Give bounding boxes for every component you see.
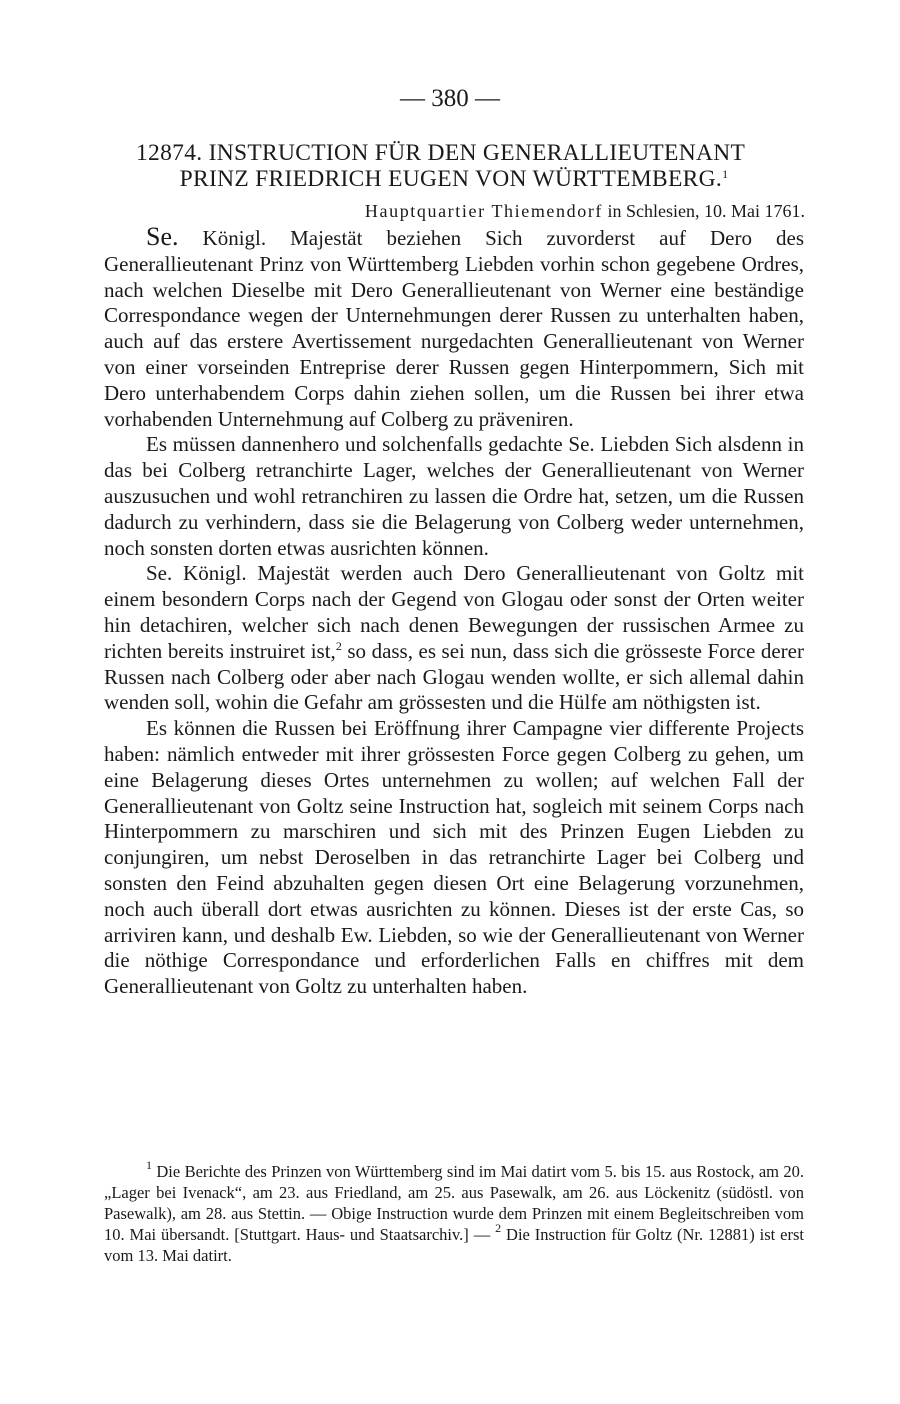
paragraph-text: Se. Königl. Majestät werden auch Dero Generallieutenant von Goltz mit einem besondern Corps nach der Gegend von Glogau oder sonst der Orten weiter hin detachiren, welcher sich nach denen Bewegungen der russischen Armee zu richten bereits instruiret ist, (104, 561, 804, 663)
dateline-rest: in Schlesien, 10. Mai 1761. (603, 201, 805, 221)
paragraph-2: Es müssen dannenhero und solchenfalls gedachte Se. Liebden Sich alsdenn in das bei Colberg retranchirte Lager, welches der Generallieutenant von Werner auszusuchen und wohl retranchiren zu lassen die Ordre hat, setzen, um die Russen dadurch zu verhindern, dass sie die Belagerung von Colberg weder unternehmen, noch sonsten dorten etwas ausrichten können. (104, 432, 804, 560)
footnote-mark-2: 2 (335, 638, 342, 653)
title-line-2 (104, 166, 804, 192)
footnote-block (104, 1158, 804, 1266)
footnote-mark-2: 2 (495, 1221, 502, 1235)
title-text-2: PRINZ FRIEDRICH EUGEN VON WÜRTTEMBERG. (179, 166, 723, 192)
title-footnote-mark: 1 (722, 167, 729, 181)
paragraph-lead-word: Se. (146, 222, 179, 251)
paragraph-3 (104, 561, 804, 716)
footnote-1-text: Die Berichte des Prinzen von Württemberg sind im Mai datirt vom 5. bis 15. aus Rostock, am 20. „Lager bei Ivenack“, am 23. aus Friedland, am 25. aus Pasewalk, am 26. aus Löckenitz (südöstl. von Pasewalk), am 28. aus Stettin. — Obige Instruction wurde dem Prinzen mit einem Begleitschreiben vom 10. Mai übersandt. [Stuttgart. Haus- und Staatsarchiv.] — (104, 1162, 804, 1244)
title-text-1: INSTRUCTION FÜR DEN GENERALLIEUTENANT (208, 140, 746, 166)
dateline (365, 199, 805, 223)
footnote-mark-1: 1 (146, 1158, 152, 1172)
paragraph-4: Es können die Russen bei Eröffnung ihrer Campagne vier differente Projects haben: nämlich entweder mit ihrer grössesten Force gegen Colberg zu gehen, um eine Belagerung dieses Ortes unternehmen zu wollen; auf welchen Fall der Generallieutenant von Goltz seine Instruction hat, sogleich mit seinem Corps nach Hinterpommern zu marschiren und sich mit des Prinzen Eugen Liebden zu conjungiren, um nebst Deroselben in das retranchirte Lager bei Colberg und sonsten den Feind abzuhalten gegen diesen Ort eine Belagerung vorzunehmen, noch auch überall dort etwas ausrichten zu können. Dieses ist der erste Cas, so arriviren kann, und deshalb Ew. Liebden, so wie der Generallieutenant von Werner die nöthige Correspondance und erforderlichen Falls en chiffres mit dem Generallieutenant von Goltz zu unterhalten haben. (104, 716, 804, 999)
paragraph-text: Königl. Majestät beziehen Sich zuvorderst auf Dero des Generallieutenant Prinz von Württemberg Liebden vorhin schon gegebene Ordres, nach welchen Dieselbe mit Dero Generallieutenant von Werner eine beständige Correspondance wegen der Unternehmungen derer Russen zu unterhalten haben, auch auf das erstere Avertissement nurgedachten Generallieutenant von Werner von einer vorseinden Entreprise derer Russen gegen Hinterpommern, Sich mit Dero unterhabendem Corps dahin ziehen sollen, um die Russen bei ihrer etwa vorhabenden Unternehmung auf Colberg zu präveniren. (104, 226, 804, 431)
document-number: 12874. (136, 140, 203, 166)
dateline-place: Hauptquartier Thiemendorf (364, 201, 604, 221)
footnote-2-text: Die Instruction für Goltz (Nr. 12881) ist erst vom 13. Mai datirt. (104, 1225, 804, 1265)
page-number: — 380 — (400, 85, 500, 112)
footnotes (104, 1158, 804, 1266)
document-title (104, 140, 804, 192)
paragraph-text: so dass, es sei nun, dass sich die grösseste Force derer Russen nach Colberg oder aber nach Glogau wenden wollte, er sich allemal dahin wenden soll, wohin die Gefahr am grössesten und die Hülfe am nöthigsten ist. (104, 638, 804, 715)
title-line-1 (104, 140, 804, 166)
document-body (104, 224, 804, 1000)
paragraph-1 (104, 224, 804, 432)
